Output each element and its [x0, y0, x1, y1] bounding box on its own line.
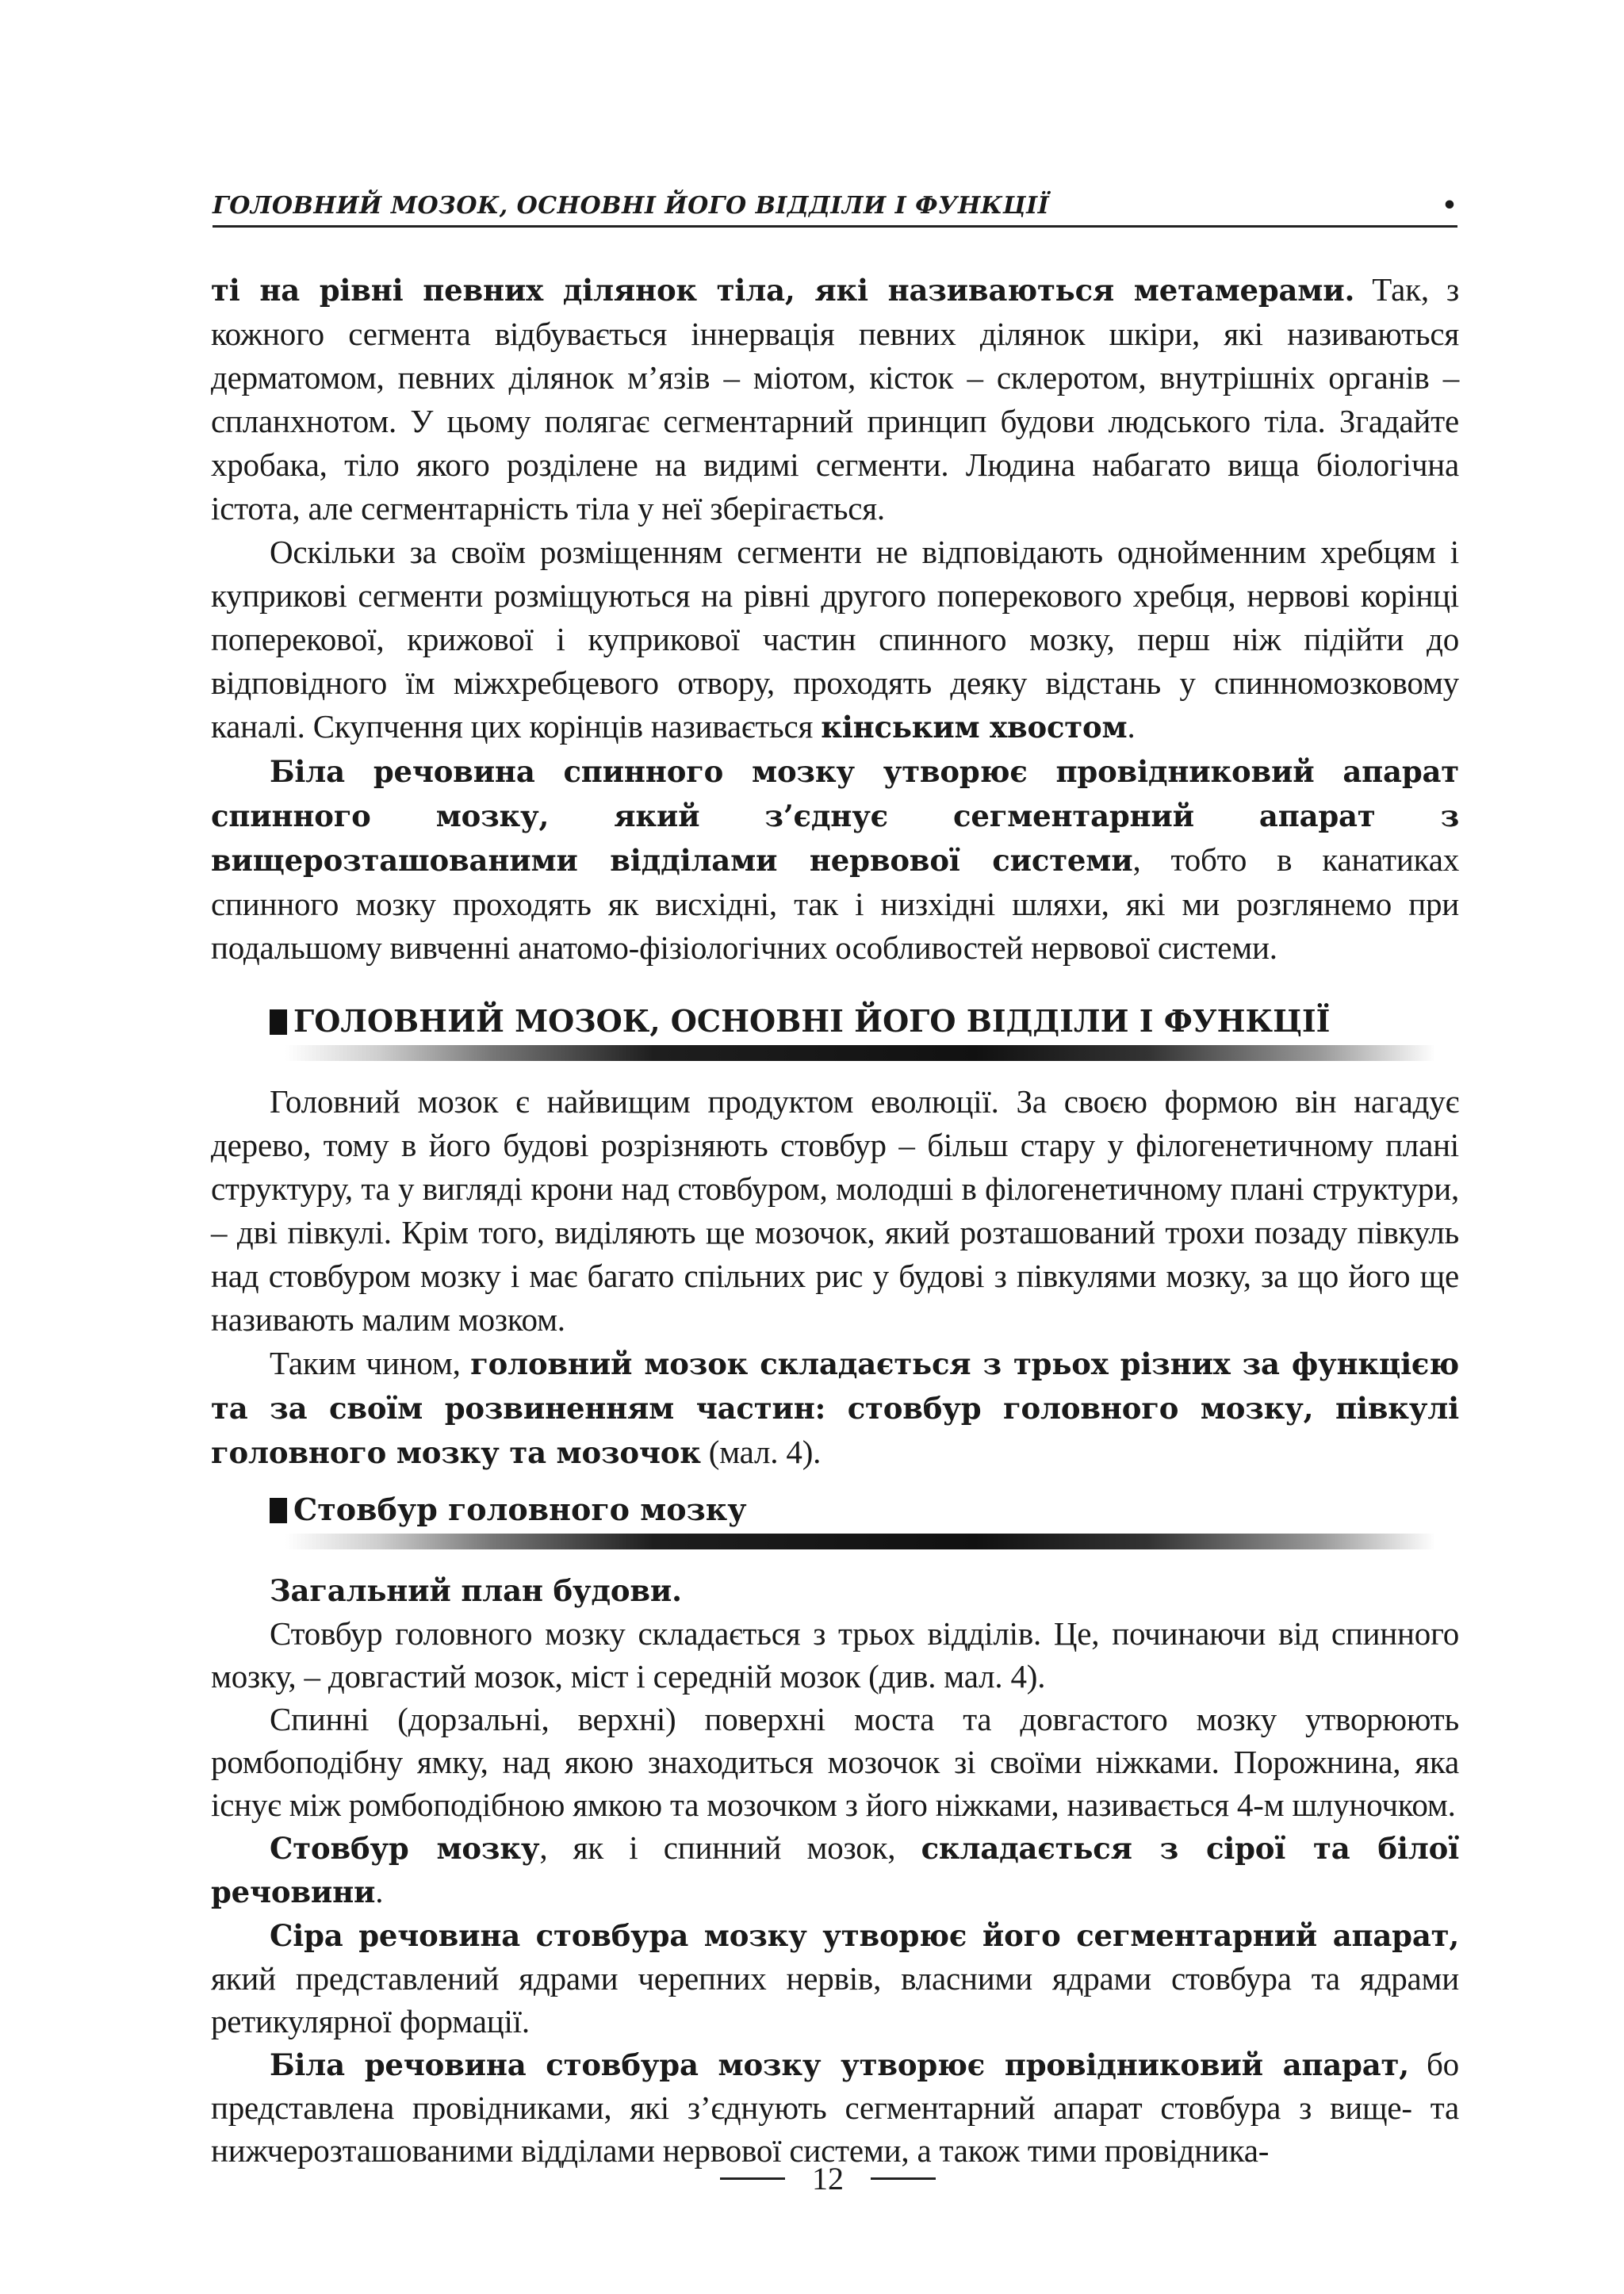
- running-head-text: ГОЛОВНИЙ МОЗОК, ОСНОВНІ ЙОГО ВІДДІЛИ І ФУНКЦІЇ: [213, 192, 1050, 220]
- text-run: , тобто в канатиках спинного мозку проходять як висхідні, так і низхідні шляхи, які ми розглянемо при подальшому вивченні анатомо-фізіологічних особливостей нервової системи.: [211, 841, 1460, 966]
- square-bullet-icon: [270, 1498, 287, 1523]
- paragraph-5: [211, 1342, 1459, 1475]
- paragraph-1: [211, 268, 1459, 530]
- bold-run: Біла речовина спинного мозку утворює провідниковий апарат спинного мозку, який з’єднує сегментарний апарат з вищерозташованими відділами нервової системи: [211, 754, 1459, 878]
- paragraph-3: [211, 749, 1459, 970]
- paragraph-6: [211, 1568, 1459, 1612]
- body-text-middle: [211, 1080, 1459, 1475]
- bold-run: Загальний план будови.: [270, 1573, 682, 1608]
- bold-run: Біла речовина стовбура мозку утворює провідниковий апарат,: [270, 2047, 1409, 2082]
- text-run: Оскільки за своїм розміщенням сегменти не відповідають однойменним хребцям і куприкові сегменти розміщуються на рівні другого поперекового хребця, нервові корінці поперекової, крижової і куприкової частин спинного мозку, перш ніж підійти до відповідного їм міжхребцевого отвору, проходять деяку відстань у спинномозковому каналі. Скупчення цих корінців називається: [211, 534, 1459, 745]
- square-bullet-icon: [270, 1009, 287, 1035]
- body-text-top: [211, 268, 1459, 970]
- page-number: 12: [812, 2160, 844, 2196]
- page-footer: [693, 2158, 963, 2198]
- bold-run: головний мозок складається з трьох різних за функцією та за своїм розвиненням частин: стовбур головного мозку, півкулі головного мозку та мозочок: [211, 1346, 1459, 1470]
- paragraph-7: [211, 1612, 1459, 1698]
- paragraph-4: [211, 1080, 1459, 1342]
- text-run: Так, з кожного сегмента відбувається іннервація певних ділянок шкіри, які називаються дерматомом, певних ділянок м’язів – міотом, кісток – склеротом, внутрішніх органів – спланхнотом. У цьому полягає сегментарний принцип будови людського тіла. Згадайте хробака, тіло якого розділене на видимі сегменти. Людина набагато вища біологічна істота, але сегментарність тіла у неї зберігається.: [211, 271, 1460, 527]
- text-run: Стовбур головного мозку складається з трьох відділів. Це, починаючи від спинного мозку, – довгастий мозок, міст і середній мозок (див. мал. 4).: [211, 1615, 1459, 1695]
- paragraph-10: [211, 1913, 1459, 2043]
- heading-underline-bar: [285, 1045, 1435, 1061]
- subsection-heading-text: Стовбур головного мозку: [293, 1492, 747, 1527]
- text-run: Головний мозок є найвищим продуктом еволюції. За своєю формою він нагадує дерево, тому в його будові розрізняють стовбур – більш стару у філогенетичному плані структуру, та у вигляді крони над стовбуром, молодші в філогенетичному плані структури, – дві півкулі. Крім того, виділяють ще мозочок, який розташований трохи позаду півкуль над стовбуром мозку і має багато спільних рис у будові з півкулями мозку, за що його ще називають малим мозком.: [211, 1083, 1459, 1338]
- bold-run: кінським хвостом: [821, 710, 1128, 745]
- running-head: [213, 189, 1457, 228]
- footer-rule-right: [871, 2177, 936, 2180]
- paragraph-8: [211, 1698, 1459, 1826]
- text-run: , як і спинний мозок,: [539, 1829, 921, 1866]
- text-run: .: [1127, 708, 1136, 745]
- section-heading-brain: [270, 999, 1459, 1044]
- text-run: який представлений ядрами черепних нервів, власними ядрами стовбура та ядрами ретикулярної формації.: [211, 1960, 1459, 2039]
- bold-run: Сіра речовина стовбура мозку утворює його сегментарний апарат,: [270, 1918, 1459, 1953]
- bold-run: ті на рівні певних ділянок тіла, які називаються метамерами.: [211, 273, 1355, 308]
- text-run: бо представлена провідниками, які з’єднують сегментарний апарат стовбура з вище- та нижчерозташованими відділами нервової системи, а також тими провідника-: [211, 2046, 1459, 2169]
- paragraph-2: [211, 530, 1459, 749]
- body-text-bottom: [211, 1568, 1459, 2172]
- text-run: (мал. 4).: [700, 1434, 822, 1470]
- text-run: Таким чином,: [270, 1345, 471, 1381]
- paragraph-9: [211, 1826, 1459, 1913]
- footer-rule-left: [720, 2177, 785, 2180]
- paragraph-11: [211, 2043, 1459, 2172]
- section-heading-text: ГОЛОВНИЙ МОЗОК, ОСНОВНІ ЙОГО ВІДДІЛИ І ФУНКЦІЇ: [293, 1003, 1331, 1039]
- text-run: .: [375, 1873, 384, 1909]
- bold-run: складається з сірої та білої речовини: [211, 1831, 1459, 1909]
- subheading-underline-bar: [285, 1534, 1435, 1549]
- subsection-heading-brainstem: [270, 1488, 1459, 1532]
- text-run: Спинні (дорзальні, верхні) поверхні моста та довгастого мозку утворюють ромбоподібну ямку, над якою знаходиться мозочок зі своїми ніжками. Порожнина, яка існує між ромбоподібною ямкою та мозочком з його ніжками, називається 4-м шлуночком.: [211, 1701, 1459, 1823]
- bold-run: Стовбур мозку: [270, 1831, 540, 1866]
- running-head-mark: •: [1442, 192, 1457, 220]
